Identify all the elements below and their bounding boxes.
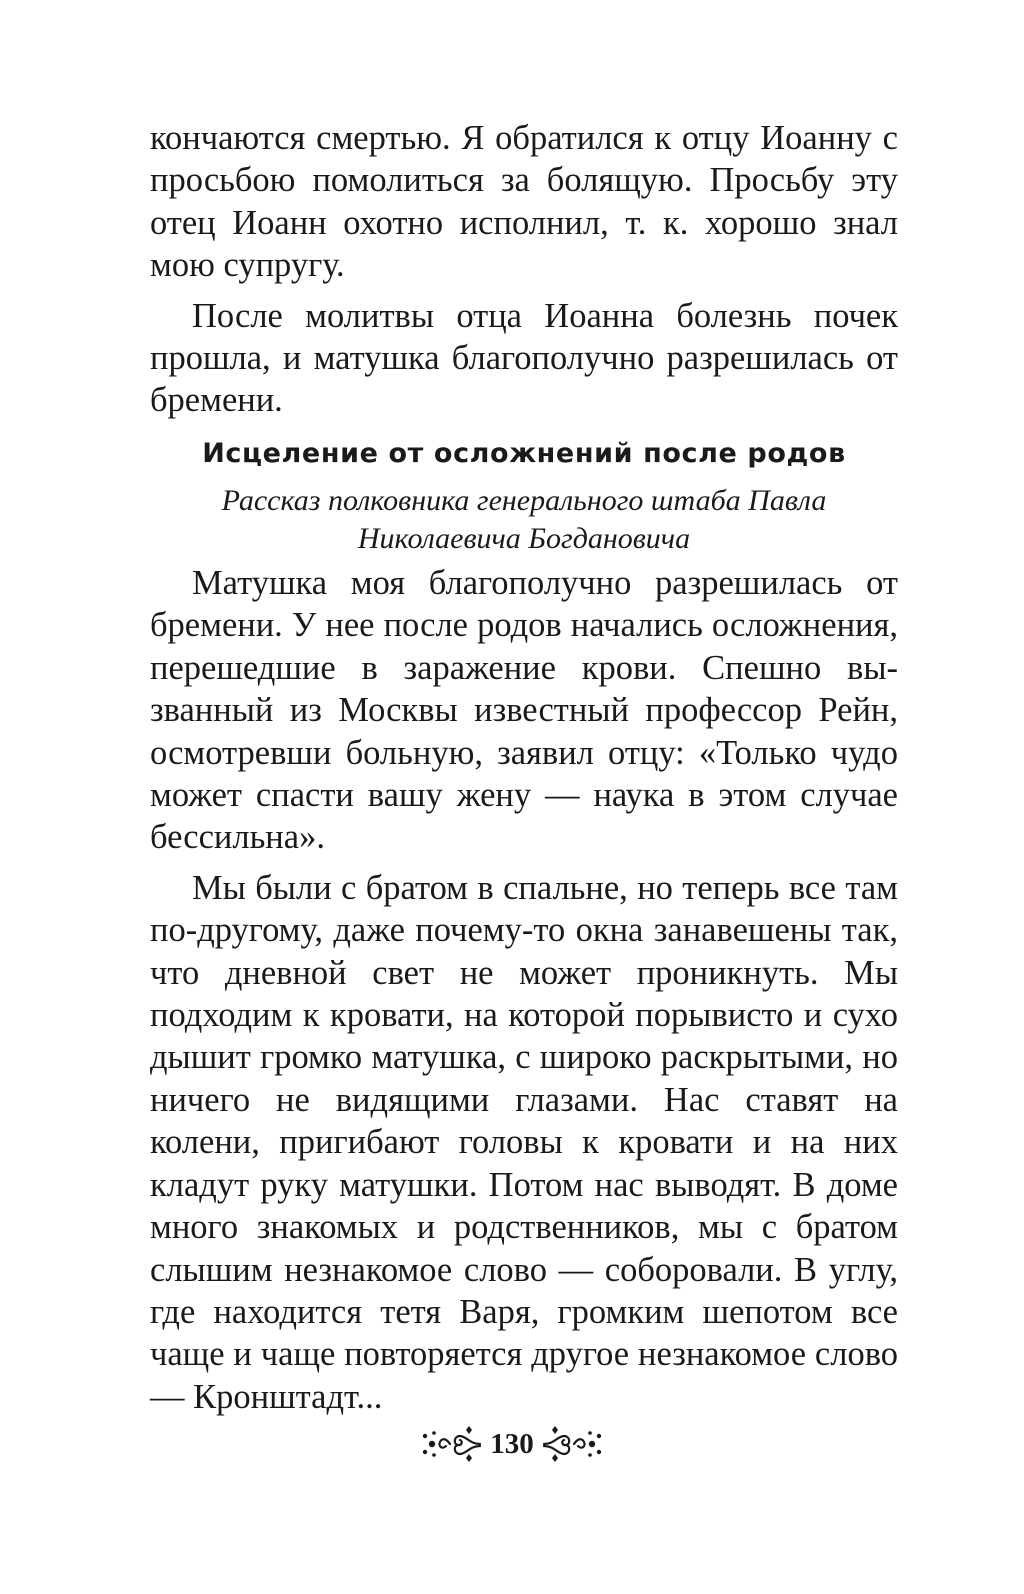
section-subtitle [150,482,898,558]
section-heading: Исцеление от осложнений после родов [202,438,846,469]
ornament-left-icon [420,1424,482,1464]
ornament-right-icon [542,1424,604,1464]
subtitle-line: Николаевича Богдановича [357,522,691,555]
page-footer [0,1424,1024,1468]
top-text-block [150,117,898,430]
page-number: 130 [490,1428,534,1460]
paragraph: Мы были с братом в спальне, но теперь все там по-другому, даже почему-то окна занавешены так, что дневной свет не может проникнуть. Мы подходим к кровати, на которой порывисто и сухо дышит громко матушка, с широко раскрытыми, но ничего не видящими глазами. Нас ставят на колени, пригибают головы к кровати и на них кладут руку матушки. Потом нас выводят. В доме много знакомых и родственников, мы с братом слышим незнакомое слово — соборовали. В углу, где находится тетя Варя, громким шепотом все чаще и чаще повторяется другое незнакомое слово — Кронштадт... [150,868,898,1416]
paragraph-continuation: кончаются смертью. Я обратился к отцу Иоанну с просьбою помолиться за болящую. Просьбу эту отец Иоанн охотно исполнил, т. к. хорошо знал мою супругу. [150,119,898,285]
subtitle-line: Рассказ полковника генерального штаба Павла [221,484,827,517]
paragraph: Матушка моя благополучно разрешилась от бремени. У нее после родов начались осложнения, перешедшие в заражение крови. Спешно вызванный из Москвы известный профессор Рейн, осмотревши больную, заявил отцу: «Только чудо может спасти вашу жену — наука в этом случае бессильна». [150,564,898,857]
section-text-block [150,562,898,1426]
paragraph: После молитвы отца Иоанна болезнь почек прошла, и матушка благополучно разрешилась от бремени. [150,296,898,420]
